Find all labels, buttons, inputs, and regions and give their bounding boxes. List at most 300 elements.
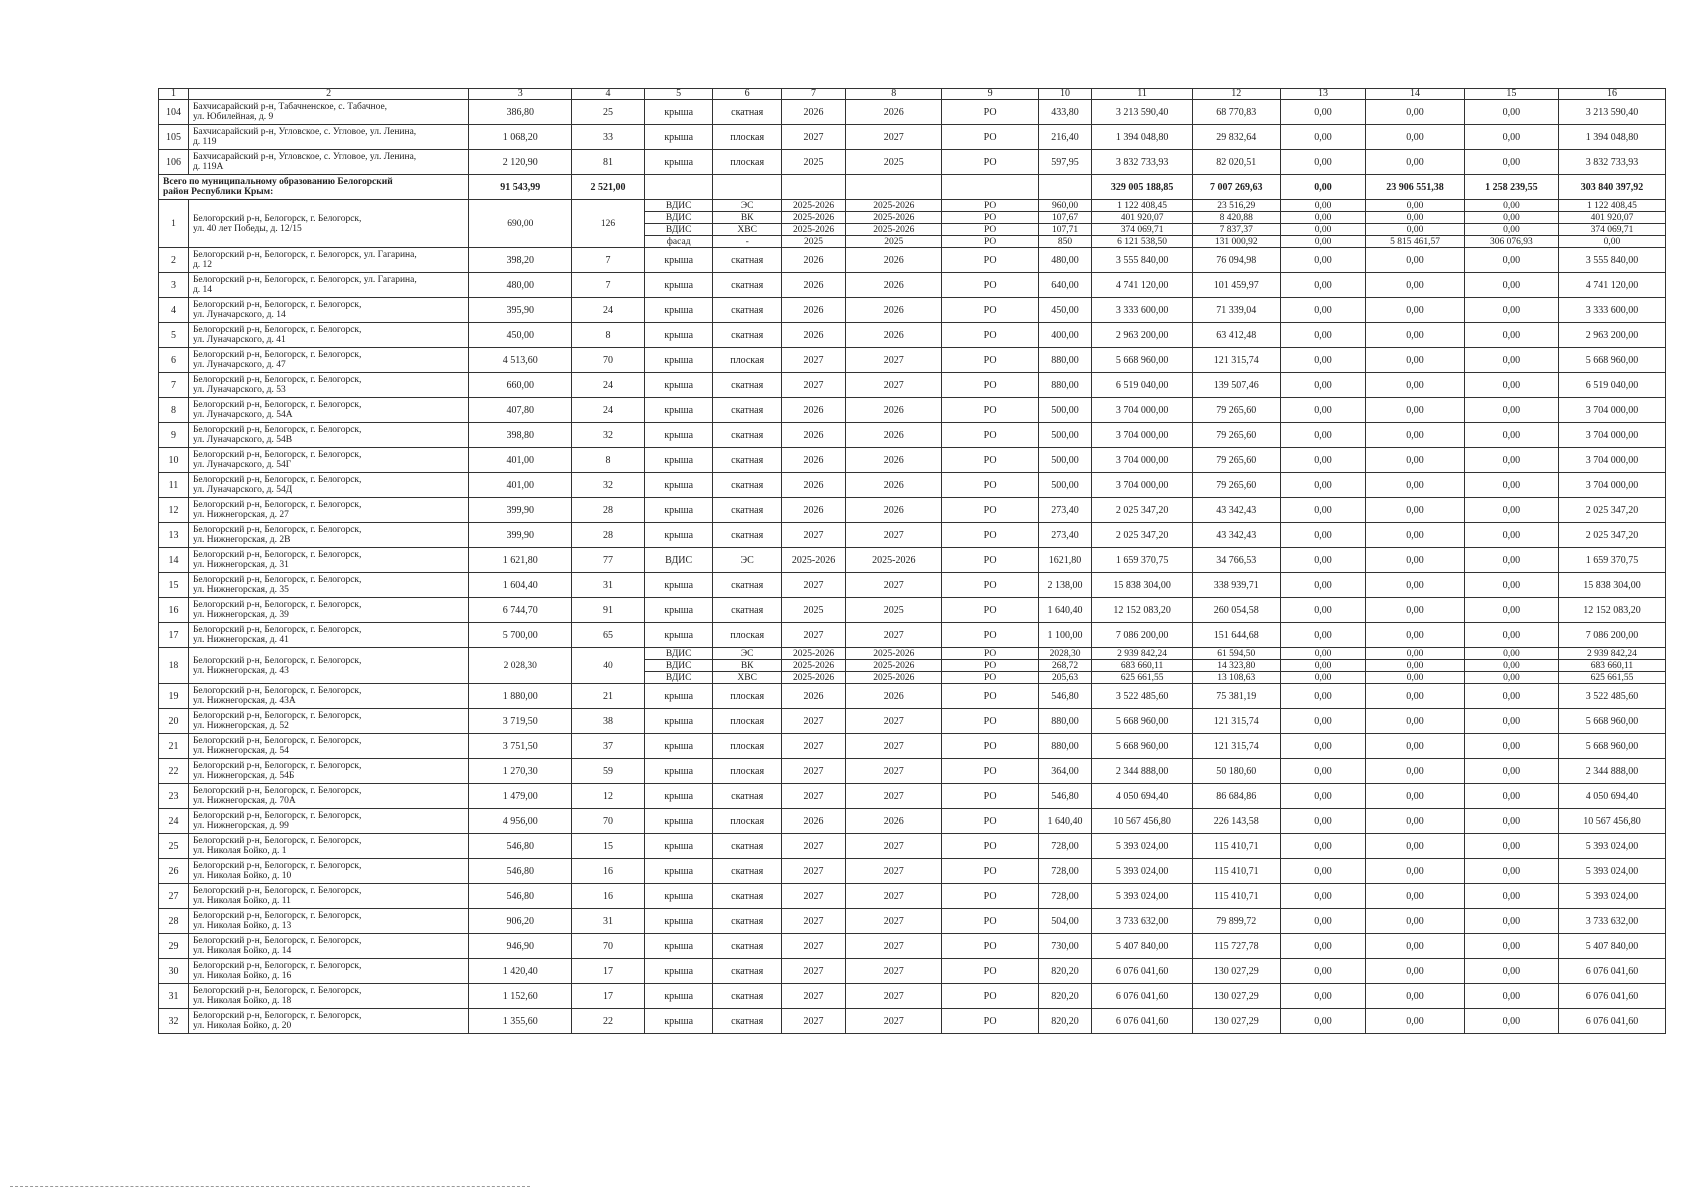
column-number-cell: 12 <box>1192 89 1280 100</box>
table-cell: 850 <box>1038 236 1092 248</box>
table-cell: 130 027,29 <box>1192 984 1280 1009</box>
table-cell: 2025-2026 <box>781 648 845 660</box>
table-cell: 130 027,29 <box>1192 959 1280 984</box>
table-cell: РО <box>942 423 1038 448</box>
table-row <box>159 248 1666 273</box>
table-cell: 0,00 <box>1280 884 1366 909</box>
table-cell: 0,00 <box>1464 200 1558 212</box>
address-line: Белогорский р-н, Белогорск, г. Белогорск, <box>192 400 362 410</box>
table-cell: РО <box>942 1009 1038 1034</box>
table-cell: крыша <box>644 598 713 623</box>
table-cell: РО <box>942 648 1038 660</box>
table-cell: 2026 <box>781 684 845 709</box>
table-cell: 5 393 024,00 <box>1558 884 1665 909</box>
address-line: Белогорский р-н, Белогорск, г. Белогорск, ул. Гагарина, <box>192 250 417 260</box>
address-line: Белогорский р-н, Белогорск, г. Белогорск, <box>192 986 362 996</box>
table-cell: 0,00 <box>1280 212 1366 224</box>
table-cell: 3 213 590,40 <box>1092 100 1193 125</box>
column-number-cell: 9 <box>942 89 1038 100</box>
table-cell: 820,20 <box>1038 984 1092 1009</box>
table-cell: 0,00 <box>1464 984 1558 1009</box>
table-cell: 0,00 <box>1280 200 1366 212</box>
table-cell: 0,00 <box>1366 373 1464 398</box>
address-line: ул. Луначарского, д. 54А <box>192 410 293 420</box>
table-cell: 2025-2026 <box>846 648 942 660</box>
address-cell <box>188 448 468 473</box>
table-cell: 0,00 <box>1366 448 1464 473</box>
address-cell <box>188 323 468 348</box>
table-cell: 1621,80 <box>1038 548 1092 573</box>
table-cell: 6 076 041,60 <box>1558 959 1665 984</box>
table-cell: 121 315,74 <box>1192 709 1280 734</box>
table-cell: 0,00 <box>1464 909 1558 934</box>
address-line: Белогорский р-н, Белогорск, г. Белогорск, <box>192 350 362 360</box>
table-cell: 139 507,46 <box>1192 373 1280 398</box>
table-cell: крыша <box>644 150 713 175</box>
table-cell: скатная <box>713 959 782 984</box>
table-cell: 43 342,43 <box>1192 523 1280 548</box>
address-line: ул. Николая Бойко, д. 11 <box>192 896 291 906</box>
address-cell <box>188 298 468 323</box>
table-cell: 1 122 408,45 <box>1092 200 1193 212</box>
table-row <box>159 150 1666 175</box>
address-cell <box>188 273 468 298</box>
column-number-cell: 15 <box>1464 89 1558 100</box>
table-cell: 91 <box>572 598 645 623</box>
table-cell: 500,00 <box>1038 423 1092 448</box>
address-line: ул. Нижнегорская, д. 43А <box>192 696 296 706</box>
table-row <box>159 709 1666 734</box>
table-cell: 2027 <box>781 859 845 884</box>
table-row <box>159 523 1666 548</box>
row-number-cell: 31 <box>159 984 189 1009</box>
table-cell: 0,00 <box>1464 273 1558 298</box>
row-number-cell: 106 <box>159 150 189 175</box>
table-cell: 0,00 <box>1366 859 1464 884</box>
table-row <box>159 398 1666 423</box>
table-cell: 2027 <box>781 623 845 648</box>
address-line: ул. Юбилейная, д. 9 <box>192 112 274 122</box>
table-cell: РО <box>942 373 1038 398</box>
table-cell: 0,00 <box>1366 548 1464 573</box>
table-cell: 2027 <box>846 784 942 809</box>
table-cell: 2025-2026 <box>846 224 942 236</box>
table-cell: 3 832 733,93 <box>1558 150 1665 175</box>
table-cell: РО <box>942 709 1038 734</box>
table-cell: скатная <box>713 298 782 323</box>
table-cell: 2027 <box>781 573 845 598</box>
table-cell: 0,00 <box>1366 498 1464 523</box>
table-cell: скатная <box>713 248 782 273</box>
table-cell: скатная <box>713 884 782 909</box>
table-cell: 399,90 <box>469 523 572 548</box>
address-line: ул. Луначарского, д. 41 <box>192 335 286 345</box>
table-cell: 0,00 <box>1366 212 1464 224</box>
row-number-cell: 17 <box>159 623 189 648</box>
table-cell: 2 025 347,20 <box>1092 523 1193 548</box>
table-cell: 0,00 <box>1464 498 1558 523</box>
table-cell: 79 899,72 <box>1192 909 1280 934</box>
table-cell: крыша <box>644 884 713 909</box>
table-cell: 32 <box>572 423 645 448</box>
table-cell: 4 741 120,00 <box>1558 273 1665 298</box>
address-line: Белогорский р-н, Белогорск, г. Белогорск, <box>192 500 362 510</box>
table-cell: 0,00 <box>1280 909 1366 934</box>
table-row <box>159 298 1666 323</box>
total-value-cell: 329 005 188,85 <box>1092 175 1193 200</box>
table-cell: 16 <box>572 884 645 909</box>
address-line: Бахчисарайский р-н, Угловское, с. Угловое, ул. Ленина, <box>192 152 417 162</box>
table-cell: 2025-2026 <box>846 672 942 684</box>
total-value-cell <box>1038 175 1092 200</box>
table-cell: РО <box>942 348 1038 373</box>
table-cell: 3 555 840,00 <box>1558 248 1665 273</box>
address-line: Белогорский р-н, Белогорск, г. Белогорск, <box>192 525 362 535</box>
table-cell: 3 555 840,00 <box>1092 248 1193 273</box>
table-cell: 2027 <box>781 909 845 934</box>
table-cell: 625 661,55 <box>1558 672 1665 684</box>
table-cell: 401 920,07 <box>1092 212 1193 224</box>
table-cell: 2027 <box>846 959 942 984</box>
address-cell <box>188 648 468 684</box>
table-cell: 0,00 <box>1464 709 1558 734</box>
address-line: Белогорский р-н, Белогорск, г. Белогорск, <box>192 936 362 946</box>
table-cell: 3 213 590,40 <box>1558 100 1665 125</box>
table-cell: 2026 <box>846 273 942 298</box>
table-cell: 14 323,80 <box>1192 660 1280 672</box>
table-cell: РО <box>942 323 1038 348</box>
table-cell: 504,00 <box>1038 909 1092 934</box>
address-line: Бахчисарайский р-н, Угловское, с. Угловое, ул. Ленина, <box>192 127 417 137</box>
table-cell: 23 516,29 <box>1192 200 1280 212</box>
table-cell: 3 733 632,00 <box>1558 909 1665 934</box>
address-line: Бахчисарайский р-н, Табачненское, с. Табачное, <box>192 102 388 112</box>
table-cell: 1 604,40 <box>469 573 572 598</box>
address-line: ул. 40 лет Победы, д. 12/15 <box>192 223 302 234</box>
address-line: Белогорский р-н, Белогорск, г. Белогорск, <box>192 575 362 585</box>
row-number-cell: 30 <box>159 959 189 984</box>
table-cell: плоская <box>713 348 782 373</box>
table-cell: 0,00 <box>1464 473 1558 498</box>
table-cell: 15 <box>572 834 645 859</box>
table-cell: 79 265,60 <box>1192 473 1280 498</box>
row-number-cell: 7 <box>159 373 189 398</box>
table-cell: 0,00 <box>1464 248 1558 273</box>
table-cell: 395,90 <box>469 298 572 323</box>
table-cell: 2027 <box>846 125 942 150</box>
table-cell: 5 668 960,00 <box>1558 709 1665 734</box>
table-cell: РО <box>942 125 1038 150</box>
table-cell: ЭС <box>713 648 782 660</box>
table-cell: 407,80 <box>469 398 572 423</box>
table-cell: 374 069,71 <box>1092 224 1193 236</box>
address-cell <box>188 573 468 598</box>
table-cell: 480,00 <box>469 273 572 298</box>
table-cell: 2027 <box>781 734 845 759</box>
table-cell: 1 068,20 <box>469 125 572 150</box>
table-cell: крыша <box>644 398 713 423</box>
table-cell: 2027 <box>846 348 942 373</box>
table-cell: 13 108,63 <box>1192 672 1280 684</box>
address-line: Белогорский р-н, Белогорск, г. Белогорск, ул. Гагарина, <box>192 275 417 285</box>
table-cell: 338 939,71 <box>1192 573 1280 598</box>
table-cell: 0,00 <box>1280 224 1366 236</box>
table-cell: - <box>713 236 782 248</box>
total-value-cell: 91 543,99 <box>469 175 572 200</box>
table-cell: крыша <box>644 273 713 298</box>
table-cell: 22 <box>572 1009 645 1034</box>
table-cell: скатная <box>713 1009 782 1034</box>
table-cell: 0,00 <box>1464 734 1558 759</box>
table-cell: скатная <box>713 984 782 1009</box>
table-cell: 4 513,60 <box>469 348 572 373</box>
table-cell: РО <box>942 236 1038 248</box>
table-cell: 0,00 <box>1280 373 1366 398</box>
table-cell: крыша <box>644 834 713 859</box>
table-cell: 0,00 <box>1280 648 1366 660</box>
table-cell: ВДИС <box>644 548 713 573</box>
table-row <box>159 834 1666 859</box>
table-row <box>159 623 1666 648</box>
table-cell: РО <box>942 784 1038 809</box>
table-cell: 2026 <box>781 248 845 273</box>
table-cell: 5 407 840,00 <box>1558 934 1665 959</box>
table-cell: 75 381,19 <box>1192 684 1280 709</box>
table-cell: 2027 <box>781 959 845 984</box>
table-cell: 3 832 733,93 <box>1092 150 1193 175</box>
total-value-cell: 303 840 397,92 <box>1558 175 1665 200</box>
address-line: ул. Луначарского, д. 47 <box>192 360 286 370</box>
table-cell: 1 640,40 <box>1038 598 1092 623</box>
column-number-cell: 7 <box>781 89 845 100</box>
column-number-cell: 8 <box>846 89 942 100</box>
address-line: д. 14 <box>192 285 213 295</box>
table-cell: 4 956,00 <box>469 809 572 834</box>
row-number-cell: 4 <box>159 298 189 323</box>
table-cell: 3 704 000,00 <box>1092 473 1193 498</box>
table-cell: 0,00 <box>1366 959 1464 984</box>
residents-cell: 40 <box>572 648 645 684</box>
table-cell: 0,00 <box>1280 759 1366 784</box>
table-row <box>159 859 1666 884</box>
table-cell: 2025-2026 <box>781 660 845 672</box>
address-line: ул. Луначарского, д. 54В <box>192 435 293 445</box>
table-cell: РО <box>942 809 1038 834</box>
table-cell: 31 <box>572 909 645 934</box>
table-cell: РО <box>942 573 1038 598</box>
table-cell: 1 420,40 <box>469 959 572 984</box>
table-cell: 640,00 <box>1038 273 1092 298</box>
table-cell: 546,80 <box>469 834 572 859</box>
table-cell: 906,20 <box>469 909 572 934</box>
table-cell: 1 394 048,80 <box>1558 125 1665 150</box>
table-cell: 0,00 <box>1366 398 1464 423</box>
table-cell: 0,00 <box>1464 598 1558 623</box>
row-number-cell: 12 <box>159 498 189 523</box>
table-cell: 2 939 842,24 <box>1092 648 1193 660</box>
table-cell: крыша <box>644 373 713 398</box>
table-cell: 546,80 <box>469 884 572 909</box>
table-cell: 7 086 200,00 <box>1092 623 1193 648</box>
address-cell <box>188 734 468 759</box>
table-cell: 151 644,68 <box>1192 623 1280 648</box>
table-cell: 0,00 <box>1366 834 1464 859</box>
table-cell: 0,00 <box>1366 623 1464 648</box>
table-cell: 5 393 024,00 <box>1092 859 1193 884</box>
table-cell: 0,00 <box>1366 248 1464 273</box>
table-cell: 2027 <box>846 1009 942 1034</box>
table-row <box>159 1009 1666 1034</box>
table-cell: 2026 <box>846 248 942 273</box>
address-cell <box>188 473 468 498</box>
row-number-cell: 11 <box>159 473 189 498</box>
table-cell: скатная <box>713 100 782 125</box>
table-row <box>159 909 1666 934</box>
table-cell: 2027 <box>781 984 845 1009</box>
table-cell: 2026 <box>781 448 845 473</box>
table-cell: 0,00 <box>1280 934 1366 959</box>
table-cell: 2026 <box>846 100 942 125</box>
table-cell: 0,00 <box>1366 909 1464 934</box>
table-cell: крыша <box>644 984 713 1009</box>
table-cell: 2027 <box>846 934 942 959</box>
table-cell: 946,90 <box>469 934 572 959</box>
address-cell <box>188 834 468 859</box>
address-line: Белогорский р-н, Белогорск, г. Белогорск, <box>192 600 362 610</box>
table-cell: 399,90 <box>469 498 572 523</box>
column-number-cell: 11 <box>1092 89 1193 100</box>
address-line: Белогорский р-н, Белогорск, г. Белогорск, <box>192 450 362 460</box>
table-cell: 28 <box>572 498 645 523</box>
table-cell: 6 076 041,60 <box>1558 1009 1665 1034</box>
address-cell <box>188 934 468 959</box>
table-cell: 7 <box>572 248 645 273</box>
table-cell: крыша <box>644 100 713 125</box>
table-cell: 0,00 <box>1366 473 1464 498</box>
table-cell: 2026 <box>846 423 942 448</box>
table-cell: 2025 <box>846 150 942 175</box>
table-cell: 364,00 <box>1038 759 1092 784</box>
area-cell: 690,00 <box>469 200 572 248</box>
column-number-cell: 14 <box>1366 89 1464 100</box>
total-value-cell: 2 521,00 <box>572 175 645 200</box>
table-cell: 728,00 <box>1038 834 1092 859</box>
column-number-row <box>159 89 1666 100</box>
table-cell: 2026 <box>781 473 845 498</box>
table-cell: 2027 <box>846 909 942 934</box>
row-number-cell: 1 <box>159 200 189 248</box>
table-cell: 2 963 200,00 <box>1558 323 1665 348</box>
address-line: ул. Нижнегорская, д. 35 <box>192 585 289 595</box>
table-cell: 21 <box>572 684 645 709</box>
table-cell: 433,80 <box>1038 100 1092 125</box>
table-cell: 115 410,71 <box>1192 859 1280 884</box>
table-cell: 86 684,86 <box>1192 784 1280 809</box>
table-cell: 5 815 461,57 <box>1366 236 1464 248</box>
table-cell: 820,20 <box>1038 1009 1092 1034</box>
table-row <box>159 473 1666 498</box>
table-cell: 12 152 083,20 <box>1558 598 1665 623</box>
address-line: ул. Нижнегорская, д. 43 <box>192 665 289 676</box>
table-cell: 2027 <box>781 884 845 909</box>
table-cell: 12 152 083,20 <box>1092 598 1193 623</box>
table-cell: 2027 <box>846 573 942 598</box>
address-line: ул. Луначарского, д. 53 <box>192 385 286 395</box>
table-cell: ЭС <box>713 548 782 573</box>
address-line: д. 12 <box>192 260 213 270</box>
table-cell: 205,63 <box>1038 672 1092 684</box>
table-cell: 5 668 960,00 <box>1092 734 1193 759</box>
table-cell: 401,00 <box>469 448 572 473</box>
total-value-cell <box>942 175 1038 200</box>
address-cell <box>188 423 468 448</box>
table-cell: 0,00 <box>1366 523 1464 548</box>
row-number-cell: 27 <box>159 884 189 909</box>
address-line: д. 119 <box>192 137 217 147</box>
row-number-cell: 16 <box>159 598 189 623</box>
table-cell: крыша <box>644 498 713 523</box>
table-cell: плоская <box>713 734 782 759</box>
address-line: ул. Николая Бойко, д. 1 <box>192 846 287 856</box>
table-cell: 79 265,60 <box>1192 448 1280 473</box>
address-line: Белогорский р-н, Белогорск, г. Белогорск, <box>192 711 362 721</box>
table-row <box>159 598 1666 623</box>
address-cell <box>188 984 468 1009</box>
row-number-cell: 6 <box>159 348 189 373</box>
table-cell: плоская <box>713 709 782 734</box>
table-row <box>159 273 1666 298</box>
table-cell: 260 054,58 <box>1192 598 1280 623</box>
table-cell: РО <box>942 498 1038 523</box>
table-cell: 3 704 000,00 <box>1558 448 1665 473</box>
table-cell: 216,40 <box>1038 125 1092 150</box>
address-cell <box>188 859 468 884</box>
table-cell: 3 704 000,00 <box>1558 473 1665 498</box>
table-cell: РО <box>942 834 1038 859</box>
address-cell <box>188 150 468 175</box>
table-cell: 3 333 600,00 <box>1558 298 1665 323</box>
table-cell: РО <box>942 884 1038 909</box>
table-cell: РО <box>942 273 1038 298</box>
table-cell: 820,20 <box>1038 959 1092 984</box>
table-cell: скатная <box>713 498 782 523</box>
row-number-cell: 32 <box>159 1009 189 1034</box>
table-cell: 0,00 <box>1280 623 1366 648</box>
table-cell: 77 <box>572 548 645 573</box>
table-cell: 728,00 <box>1038 859 1092 884</box>
table-cell: 70 <box>572 809 645 834</box>
table-cell: 0,00 <box>1280 1009 1366 1034</box>
table-cell: 0,00 <box>1464 884 1558 909</box>
table-cell: 0,00 <box>1280 834 1366 859</box>
table-cell: 4 741 120,00 <box>1092 273 1193 298</box>
table-cell: 7 <box>572 273 645 298</box>
table-cell: крыша <box>644 734 713 759</box>
table-row <box>159 784 1666 809</box>
table-cell: 76 094,98 <box>1192 248 1280 273</box>
table-cell: 16 <box>572 859 645 884</box>
table-cell: 2 344 888,00 <box>1092 759 1193 784</box>
table-cell: 130 027,29 <box>1192 1009 1280 1034</box>
table-cell: 50 180,60 <box>1192 759 1280 784</box>
table-cell: 2027 <box>781 709 845 734</box>
address-cell <box>188 759 468 784</box>
total-row <box>159 175 1666 200</box>
table-cell: крыша <box>644 784 713 809</box>
table-cell: 450,00 <box>1038 298 1092 323</box>
table-cell: 0,00 <box>1280 859 1366 884</box>
table-cell: ВК <box>713 212 782 224</box>
